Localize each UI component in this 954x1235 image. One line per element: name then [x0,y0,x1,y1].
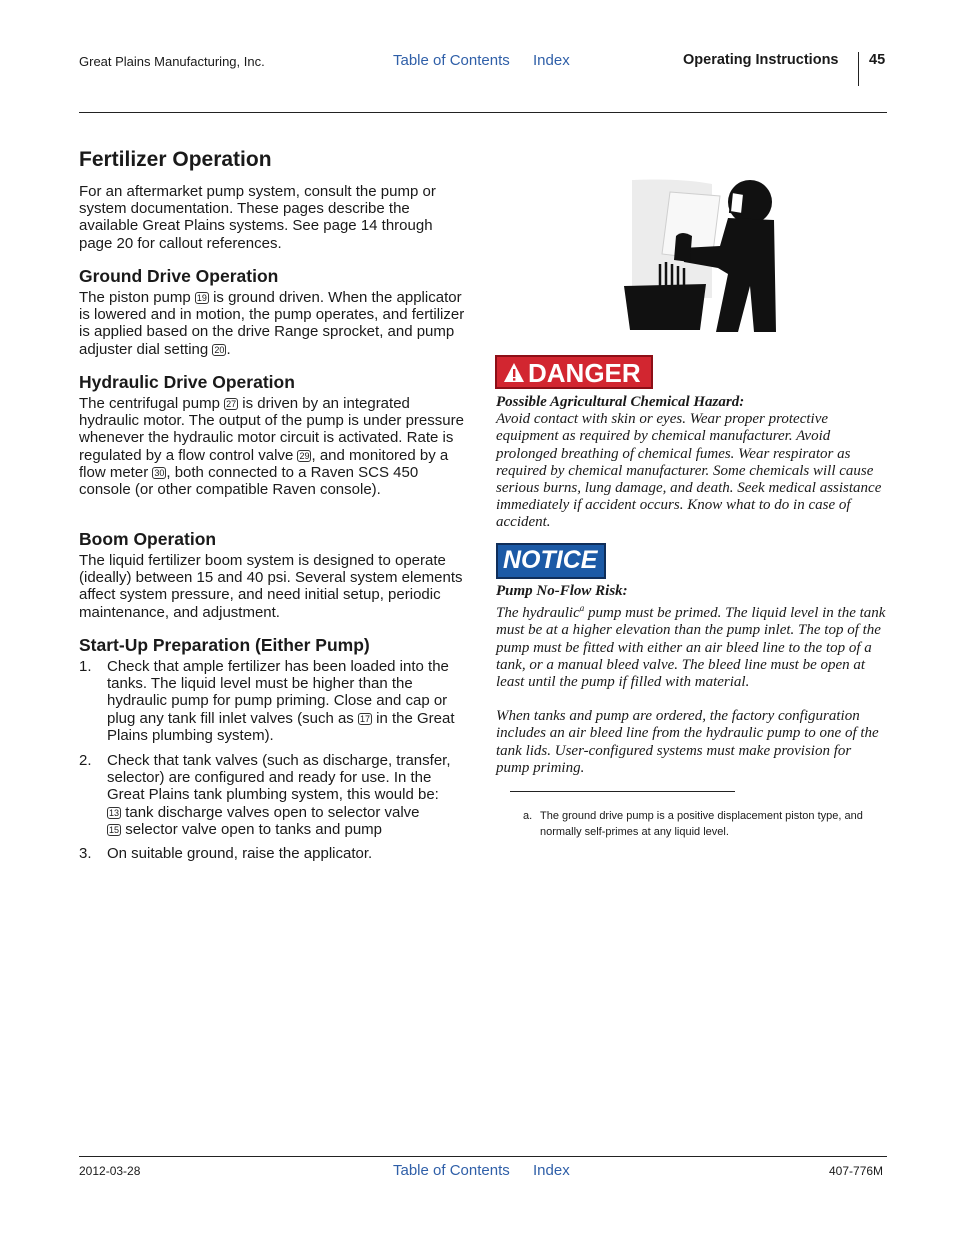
callout-badge: 20 [214,344,225,355]
toc-link-header[interactable]: Table of Contents [393,52,510,69]
callout-badge: 15 [109,824,120,835]
notice-label [496,543,606,579]
notice-message [496,583,888,777]
boom-heading: Boom Operation [79,529,217,549]
danger-message [496,394,888,532]
toc-link-footer[interactable]: Table of Contents [393,1162,510,1179]
callout-badge: 13 [109,807,120,818]
warning-triangle-icon [503,362,525,384]
danger-label-text: DANGER [528,358,641,388]
header-rule [79,112,887,113]
notice-text: The hydraulic$^a$ pump must be primed. The liquid level in the tank must be at a higher elevation than the pump inlet. The top of the pump must be fitted with either an air bleed line to the top of a tank, or a manual bleed valve. The bleed line must be open at least until the pump if filled with material. [496,603,886,691]
footer-date: 2012-03-28 [79,1164,141,1178]
intro-paragraph: For an aftermarket pump system, consult the pump or system documentation. These pages describe the available Great Plains systems. See page 14 through page 20 for callout references. [79,183,436,252]
danger-heading: Possible Agricultural Chemical Hazard: [496,394,745,410]
document-number: 407-776M [829,1164,884,1178]
callout-badge: 29 [299,450,310,461]
footnote: a. The ground drive pump is a positive displacement piston type, and normally self-primes at any liquid level. [523,810,863,838]
startup-heading: Start-Up Preparation (Either Pump) [79,635,370,655]
hydraulic-drive-heading: Hydraulic Drive Operation [79,372,295,392]
hydraulic-drive-paragraph: The centrifugal pump 27 is driven by an integrated hydraulic motor. The output of the pump is under pressure whenever the hydraulic motor circuit is activated. Rate is regulated by a flow control valve 29 , and monitored by a flow meter 30 , both connected to a Raven SCS 450 console (or other compatible Raven console). [79,395,464,499]
chemical-hazard-illustration [620,178,808,336]
header-divider [858,52,859,86]
notice-text-2: When tanks and pump are ordered, the factory configuration includes an air bleed line from the hydraulic pump to one of the tank lids. User-configured systems must make provision for pump priming. [496,708,879,776]
section-title: Operating Instructions [683,52,839,68]
list-item: 3. On suitable ground, raise the applicator. [79,845,373,862]
notice-label-text: NOTICE [503,546,598,574]
callout-badge: 30 [154,467,165,478]
page-title: Fertilizer Operation [79,148,272,171]
boom-paragraph: The liquid fertilizer boom system is designed to operate (ideally) between 15 and 40 psi. Several system elements affect system pressure, and need initial setup, periodic maintenance, and adjustment. [79,552,463,621]
callout-badge: 17 [359,713,370,724]
danger-text: Avoid contact with skin or eyes. Wear proper protective equipment as required by chemical manufacturer. Avoid prolonged breathing of chemical fumes. Wear respirator as required by chemical manufacturer. Some chemicals will cause serious burns, lung damage, and death. Seek medical assistance immediately if accident occurs. Know what to do in case of accident. [496,411,882,531]
index-link-header[interactable]: Index [533,52,570,69]
callout-badge: 19 [196,293,207,303]
list-item: 2. Check that tank valves (such as discharge, transfer, selector) are configured and ready for use. In the Great Plains tank plumbing system, this would be: 13 tank discharge valves open to selector valve 15 selector valve open to tanks and pump [79,752,451,838]
footnote-reference: a [579,603,585,614]
footnote-rule [510,791,735,792]
callout-badge: 27 [226,399,237,409]
notice-heading: Pump No-Flow Risk: [496,583,628,599]
index-link-footer[interactable]: Index [533,1162,570,1179]
ground-drive-heading: Ground Drive Operation [79,266,279,286]
page-number: 45 [869,52,886,68]
danger-label [495,355,653,389]
list-item: 1. Check that ample fertilizer has been loaded into the tanks. The liquid level must be higher than the hydraulic pump for pump priming. Close and cap or plug any tank fill inlet valves (such as 17 in the Great Plains plumbing system). [79,658,455,744]
footer-rule [79,1156,887,1157]
ground-drive-paragraph: The piston pump 19 is ground driven. When the applicator is lowered and in motion, the pump operates, and fertilizer is applied based on the drive Range sprocket, and pump adjuster dial setting 20 . [79,289,465,358]
company-name: Great Plains Manufacturing, Inc. [79,54,265,69]
